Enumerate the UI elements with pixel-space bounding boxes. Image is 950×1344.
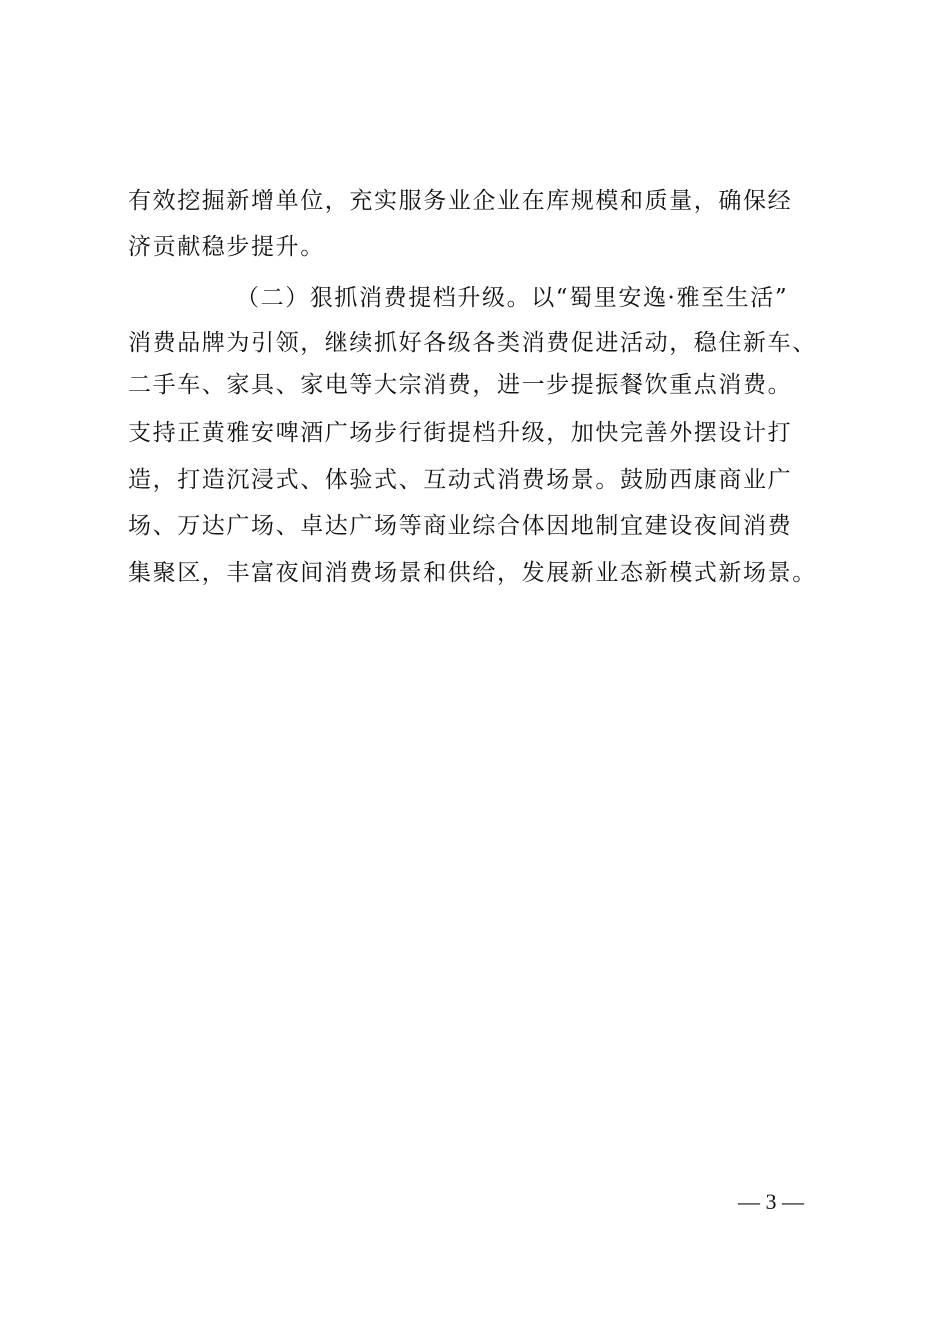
body-text-line: 场、万达广场、卓达广场等商业综合体因地制宜建设夜间消费 bbox=[128, 513, 793, 539]
body-text-line: 二手车、家具、家电等大宗消费，进一步提振餐饮重点消费。 bbox=[128, 372, 793, 398]
body-text-line: 有效挖掘新增单位，充实服务业企业在库规模和质量，确保经 bbox=[128, 188, 793, 214]
body-text-line: 支持正黄雅安啤酒广场步行街提档升级，加快完善外摆设计打 bbox=[128, 420, 793, 446]
section-heading-line: （二）狠抓消费提档升级。以“蜀里安逸·雅至生活” bbox=[236, 285, 789, 311]
body-text-line: 济贡献稳步提升。 bbox=[128, 234, 325, 260]
body-text-line: 消费品牌为引领，继续抓好各级各类消费促进活动，稳住新车、 bbox=[128, 330, 817, 356]
body-text-line: 集聚区，丰富夜间消费场景和供给，发展新业态新模式新场景。 bbox=[128, 560, 817, 586]
body-text-line: 造，打造沉浸式、体验式、互动式消费场景。鼓励西康商业广 bbox=[128, 467, 793, 493]
page-number: — 3 — bbox=[738, 1189, 804, 1214]
